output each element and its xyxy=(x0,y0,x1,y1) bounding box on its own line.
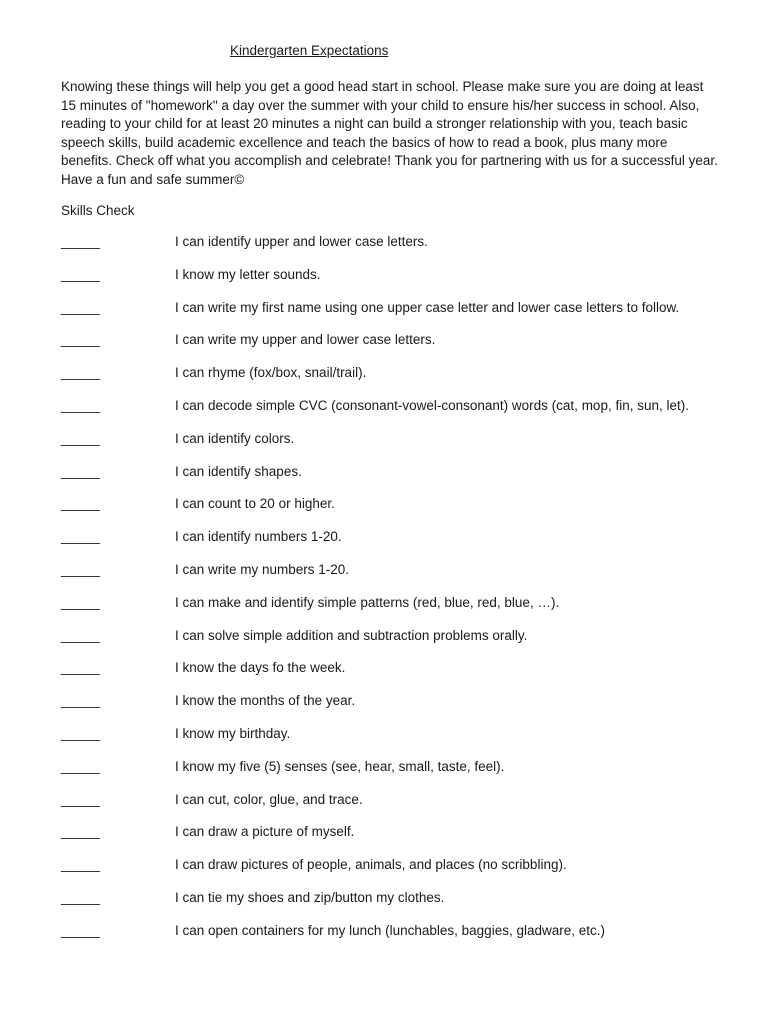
checklist-item-text: I can cut, color, glue, and trace. xyxy=(175,791,363,807)
checklist-item-text: I can make and identify simple patterns (red, blue, red, blue, …). xyxy=(175,594,560,610)
check-blank: _____ xyxy=(61,857,101,873)
checklist-item xyxy=(61,332,741,365)
checklist-item xyxy=(61,824,741,857)
checklist-item-text: I can rhyme (fox/box, snail/trail). xyxy=(175,365,367,381)
check-blank: _____ xyxy=(61,529,101,545)
checklist-item-text: I know my five (5) senses (see, hear, small, taste, feel). xyxy=(175,758,505,774)
checklist-item-text: I can write my upper and lower case letters. xyxy=(175,332,436,348)
checklist-item xyxy=(61,398,741,431)
check-blank: _____ xyxy=(61,791,101,807)
checklist-item-text: I can identify numbers 1-20. xyxy=(175,529,342,545)
check-blank: _____ xyxy=(61,266,101,282)
skills-check-heading: Skills Check xyxy=(61,203,135,218)
checklist-item-text: I can draw a picture of myself. xyxy=(175,824,355,840)
checklist-item xyxy=(61,365,741,398)
checklist-item xyxy=(61,890,741,923)
checklist-item-text: I know my letter sounds. xyxy=(175,266,321,282)
checklist-item-text: I know the days fo the week. xyxy=(175,660,346,676)
check-blank: _____ xyxy=(61,463,101,479)
check-blank: _____ xyxy=(61,627,101,643)
checklist-item-text: I can solve simple addition and subtraction problems orally. xyxy=(175,627,528,643)
checklist-item xyxy=(61,496,741,529)
check-blank: _____ xyxy=(61,299,101,315)
checklist-item-text: I can tie my shoes and zip/button my clothes. xyxy=(175,889,445,905)
check-blank: _____ xyxy=(61,922,101,938)
check-blank: _____ xyxy=(61,693,101,709)
checklist-item-text: I can identify upper and lower case letters. xyxy=(175,234,428,249)
checklist-item xyxy=(61,726,741,759)
checklist-item xyxy=(61,529,741,562)
check-blank: _____ xyxy=(61,332,101,348)
checklist-item-text: I can count to 20 or higher. xyxy=(175,496,335,512)
checklist-item-text: I can open containers for my lunch (lunchables, baggies, gladware, etc.) xyxy=(175,922,605,938)
check-blank: _____ xyxy=(61,824,101,840)
checklist-item xyxy=(61,300,741,333)
intro-paragraph: Knowing these things will help you get a good head start in school. Please make sure you are doing at least 15 minutes of "homework" a day over the summer with your child to ensure his/her success in school. Also, reading to your child for at least 20 minutes a night can build a stronger relationship with you, teach basic speech skills, build academic excellence and teach the basics of how to read a book, plus many more benefits. Check off what you accomplish and celebrate! Thank you for partnering with us for a successful year. Have a fun and safe summer© xyxy=(61,79,718,187)
check-blank: _____ xyxy=(61,430,101,446)
checklist-item-text: I can write my first name using one upper case letter and lower case letters to follow. xyxy=(175,299,680,315)
checklist-item xyxy=(61,267,741,300)
checklist-item xyxy=(61,562,741,595)
checklist-item xyxy=(61,792,741,825)
checklist-item xyxy=(61,595,741,628)
checklist-item xyxy=(61,464,741,497)
checklist-item xyxy=(61,759,741,792)
checklist-item xyxy=(61,857,741,890)
checklist-item xyxy=(61,660,741,693)
check-blank: _____ xyxy=(61,561,101,577)
skills-checklist xyxy=(61,234,741,956)
check-blank: _____ xyxy=(61,397,101,413)
checklist-item xyxy=(61,234,741,267)
check-blank: _____ xyxy=(61,594,101,610)
check-blank: _____ xyxy=(61,234,101,249)
checklist-item-text: I can identify colors. xyxy=(175,430,295,446)
checklist-item xyxy=(61,693,741,726)
check-blank: _____ xyxy=(61,758,101,774)
checklist-item-text: I can draw pictures of people, animals, and places (no scribbling). xyxy=(175,857,567,873)
check-blank: _____ xyxy=(61,496,101,512)
checklist-item xyxy=(61,923,741,956)
checklist-item-text: I can identify shapes. xyxy=(175,463,302,479)
check-blank: _____ xyxy=(61,365,101,381)
checklist-item xyxy=(61,628,741,661)
page-title: Kindergarten Expectations xyxy=(230,43,389,58)
checklist-item-text: I can decode simple CVC (consonant-vowel-consonant) words (cat, mop, fin, sun, let). xyxy=(175,397,689,413)
checklist-item xyxy=(61,431,741,464)
check-blank: _____ xyxy=(61,725,101,741)
checklist-item-text: I can write my numbers 1-20. xyxy=(175,561,350,577)
checklist-item-text: I know the months of the year. xyxy=(175,693,356,709)
checklist-item-text: I know my birthday. xyxy=(175,725,291,741)
check-blank: _____ xyxy=(61,660,101,676)
check-blank: _____ xyxy=(61,889,101,905)
